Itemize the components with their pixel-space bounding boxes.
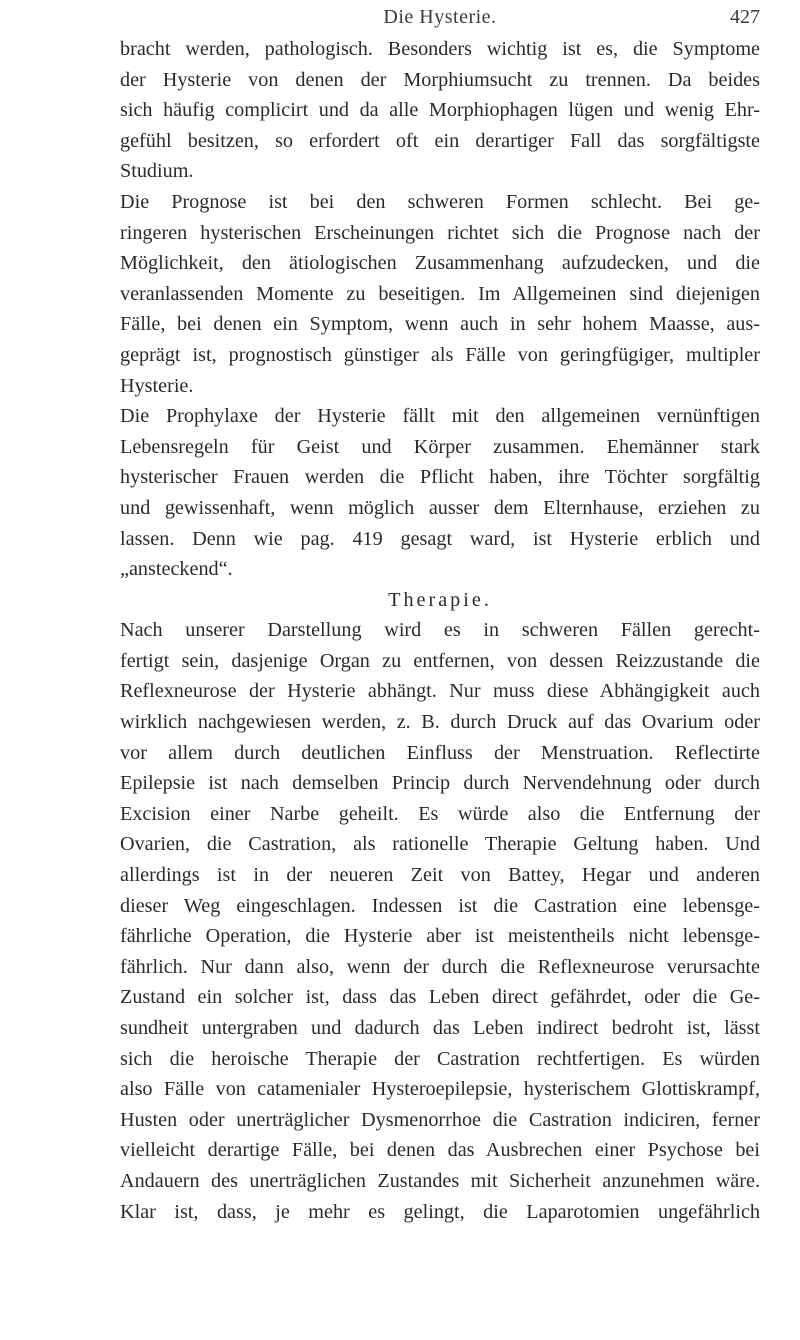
text-line: Studium. (120, 160, 194, 183)
text-line: Die Prognose ist bei den schweren Formen schlecht. Bei ge- (120, 190, 760, 213)
text-line: Epilepsie ist nach demselben Princip durch Nervendehnung oder durch (120, 772, 760, 795)
text-line: Zustand ein solcher ist, dass das Leben direct gefährdet, oder die Ge- (120, 986, 760, 1009)
text-line: lassen. Denn wie pag. 419 gesagt ward, ist Hysterie erblich und (120, 527, 760, 550)
page-header (120, 2, 760, 32)
text-line: und gewissenhaft, wenn möglich ausser dem Elternhause, erziehen zu (120, 496, 760, 519)
text-line: Die Prophylaxe der Hysterie fällt mit den allgemeinen vernünftigen (120, 405, 760, 428)
text-line: Lebensregeln für Geist und Körper zusammen. Ehemänner stark (120, 435, 760, 458)
text-line: „ansteckend“. (120, 558, 233, 581)
text-line: der Hysterie von denen der Morphiumsucht zu trennen. Da beides (120, 68, 760, 91)
text-line: sich die heroische Therapie der Castration rechtfertigen. Es würden (120, 1047, 760, 1070)
text-line: Klar ist, dass, je mehr es gelingt, die Laparotomien ungefährlich (120, 1200, 760, 1223)
running-title: Die Hysterie. (383, 6, 497, 28)
text-line: dieser Weg eingeschlagen. Indessen ist die Castration eine lebensge- (120, 894, 760, 917)
text-line: Ovarien, die Castration, als rationelle Therapie Geltung haben. Und (120, 833, 760, 856)
text-line: Nach unserer Darstellung wird es in schweren Fällen gerecht- (120, 619, 760, 642)
text-line: vor allem durch deutlichen Einfluss der Menstruation. Reflectirte (120, 741, 760, 764)
text-line: bracht werden, pathologisch. Besonders wichtig ist es, die Symptome (120, 38, 760, 60)
text-line: Fälle, bei denen ein Symptom, wenn auch in sehr hohem Maasse, aus- (120, 313, 760, 336)
text-line: sundheit untergraben und dadurch das Leben indirect bedroht ist, lässt (120, 1017, 760, 1039)
text-line: fährliche Operation, die Hysterie aber ist meistentheils nicht lebensge- (120, 925, 760, 948)
text-line: Hysterie. (120, 374, 194, 397)
text-line: veranlassenden Momente zu beseitigen. Im Allgemeinen sind diejenigen (120, 282, 760, 305)
text-line: gefühl besitzen, so erfordert oft ein derartiger Fall das sorgfältigste (120, 129, 760, 152)
text-line: fährlich. Nur dann also, wenn der durch die Reflexneurose verursachte (120, 955, 760, 978)
text-line: Excision einer Narbe geheilt. Es würde also die Entfernung der (120, 802, 760, 825)
text-line: vielleicht derartige Fälle, bei denen das Ausbrechen einer Psychose bei (120, 1139, 760, 1162)
body-text (120, 34, 760, 1227)
text-line: geprägt ist, prognostisch günstiger als Fälle von geringfügiger, multipler (120, 343, 760, 366)
text-line: allerdings ist in der neueren Zeit von Battey, Hegar und anderen (120, 864, 760, 887)
text-line: wirklich nachgewiesen werden, z. B. durch Druck auf das Ovarium oder (120, 711, 760, 734)
text-line: Andauern des unerträglichen Zustandes mit Sicherheit anzunehmen wäre. (120, 1169, 760, 1192)
text-line: Möglichkeit, den ätiologischen Zusammenhang aufzudecken, und die (120, 252, 760, 275)
text-line: Husten oder unerträglicher Dysmenorrhoe die Castration indiciren, ferner (120, 1108, 760, 1131)
section-heading: Therapie. (388, 588, 492, 611)
text-line: Reflexneurose der Hysterie abhängt. Nur muss diese Abhängigkeit auch (120, 680, 760, 703)
text-line: also Fälle von catamenialer Hysteroepilepsie, hysterischem Glottiskrampf, (120, 1078, 760, 1101)
text-line: fertigt sein, dasjenige Organ zu entfernen, von dessen Reizzustande die (120, 649, 760, 672)
page-number: 427 (730, 6, 760, 28)
text-line: hysterischer Frauen werden die Pflicht haben, ihre Töchter sorgfältig (120, 466, 760, 489)
text-line: sich häufig complicirt und da alle Morphiophagen lügen und wenig Ehr- (120, 99, 760, 122)
text-line: ringeren hysterischen Erscheinungen richtet sich die Prognose nach der (120, 221, 760, 244)
